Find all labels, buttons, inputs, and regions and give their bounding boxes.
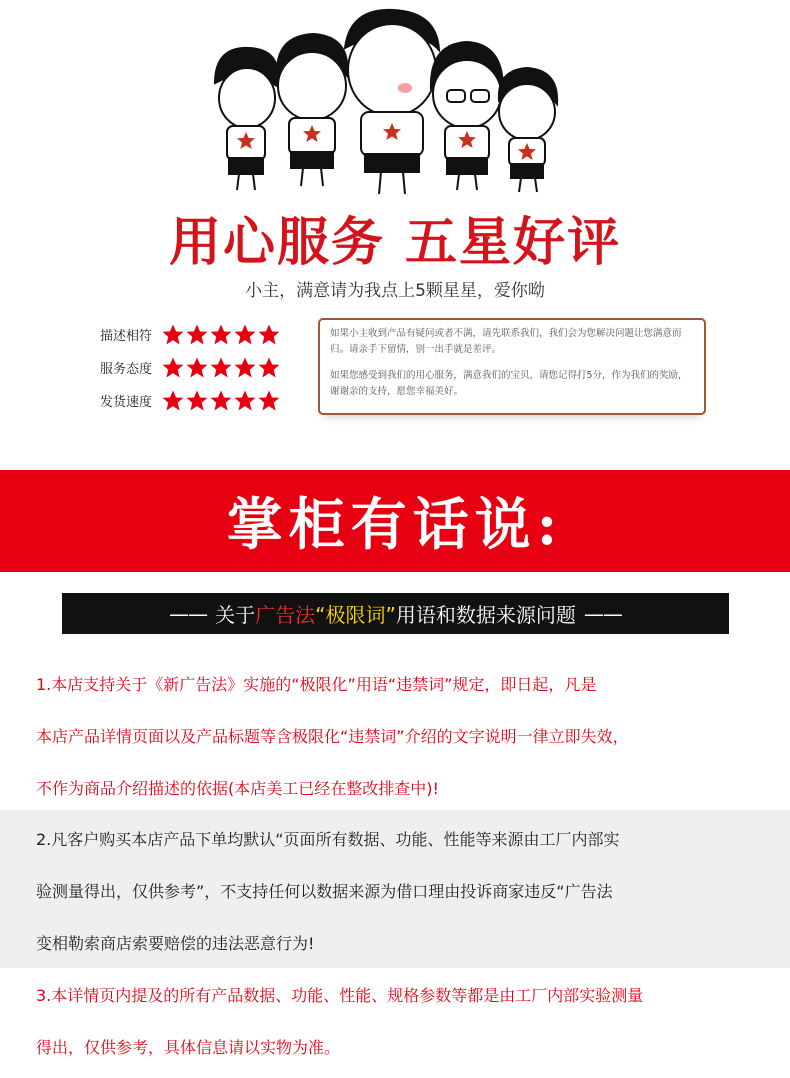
note-paragraph-2: 如果您感受到我们的用心服务，满意我们的宝贝，请您记得打5分，作为我们的奖励，谢谢亲的支持，愿您幸福美好。	[330, 370, 688, 397]
star-icon	[210, 357, 232, 379]
subtitle-part1: 关于	[215, 603, 256, 627]
notice-line: 2.凡客户购买本店产品下单均默认“页面所有数据、功能、性能等来源由工厂内部实	[36, 830, 620, 849]
star-rating	[162, 324, 280, 346]
star-icon	[258, 324, 280, 346]
rating-label: 服务态度	[100, 362, 153, 377]
note-paragraph-1: 如果小主收到产品有疑问或者不满，请先联系我们，我们会为您解决问题让您满意而归。请亲手下留情，别一出手就是差评。	[330, 328, 682, 355]
rating-list	[100, 318, 310, 417]
subtitle-part4: 用语和数据来源问题	[395, 603, 576, 627]
notice-paragraph-3	[0, 970, 790, 1074]
note-box	[318, 318, 706, 415]
rating-row-service	[100, 351, 310, 384]
star-icon	[162, 390, 184, 412]
star-icon	[162, 357, 184, 379]
star-icon	[162, 324, 184, 346]
notice-line: 3.本详情页内提及的所有产品数据、功能、性能、规格参数等都是由工厂内部实验测量	[36, 986, 644, 1005]
star-icon	[234, 390, 256, 412]
rating-row-shipping	[100, 384, 310, 417]
rating-row-description	[100, 318, 310, 351]
star-icon	[210, 324, 232, 346]
notice-line: 不作为商品介绍描述的依据(本店美工已经在整改排查中)!	[36, 779, 439, 798]
star-icon	[234, 357, 256, 379]
kid-4	[431, 42, 503, 190]
kid-3	[345, 10, 439, 194]
rating-label: 发货速度	[100, 395, 153, 410]
dash-left: ——	[169, 601, 208, 626]
star-icon	[210, 390, 232, 412]
red-banner	[0, 470, 790, 572]
notice-line: 1.本店支持关于《新广告法》实施的“极限化”用语“违禁词”规定，即日起，凡是	[36, 675, 597, 694]
kid-1	[215, 48, 278, 190]
star-rating	[162, 357, 280, 379]
kid-2	[277, 34, 347, 186]
notice-line: 变相勒索商店索要赔偿的违法恶意行为!	[36, 934, 315, 953]
subtitle-part2: 广告法	[255, 603, 316, 627]
kids-illustration	[205, 8, 575, 198]
kid-5	[499, 68, 557, 192]
notice-line: 验测量得出，仅供参考”，不支持任何以数据来源为借口理由投诉商家违反“广告法	[36, 882, 613, 901]
star-icon	[186, 390, 208, 412]
subtitle-part3: “极限词”	[315, 603, 396, 627]
notice-line: 得出，仅供参考，具体信息请以实物为准。	[36, 1038, 341, 1057]
rating-label: 描述相符	[100, 329, 153, 344]
headline: 用心服务 五星好评	[168, 213, 622, 273]
notice-paragraph-1	[0, 659, 790, 815]
star-rating	[162, 390, 280, 412]
subtitle-bar	[62, 593, 729, 634]
star-icon	[258, 390, 280, 412]
notice-paragraph-2	[0, 810, 790, 968]
star-icon	[186, 324, 208, 346]
dash-right: ——	[583, 601, 622, 626]
banner-title: 掌柜有话说:	[226, 492, 564, 558]
star-icon	[234, 324, 256, 346]
star-icon	[258, 357, 280, 379]
subline: 小主，满意请为我点上5颗星星，爱你呦	[245, 281, 545, 301]
notice-line: 本店产品详情页面以及产品标题等含极限化“违禁词”介绍的文字说明一律立即失效，	[36, 727, 629, 746]
star-icon	[186, 357, 208, 379]
